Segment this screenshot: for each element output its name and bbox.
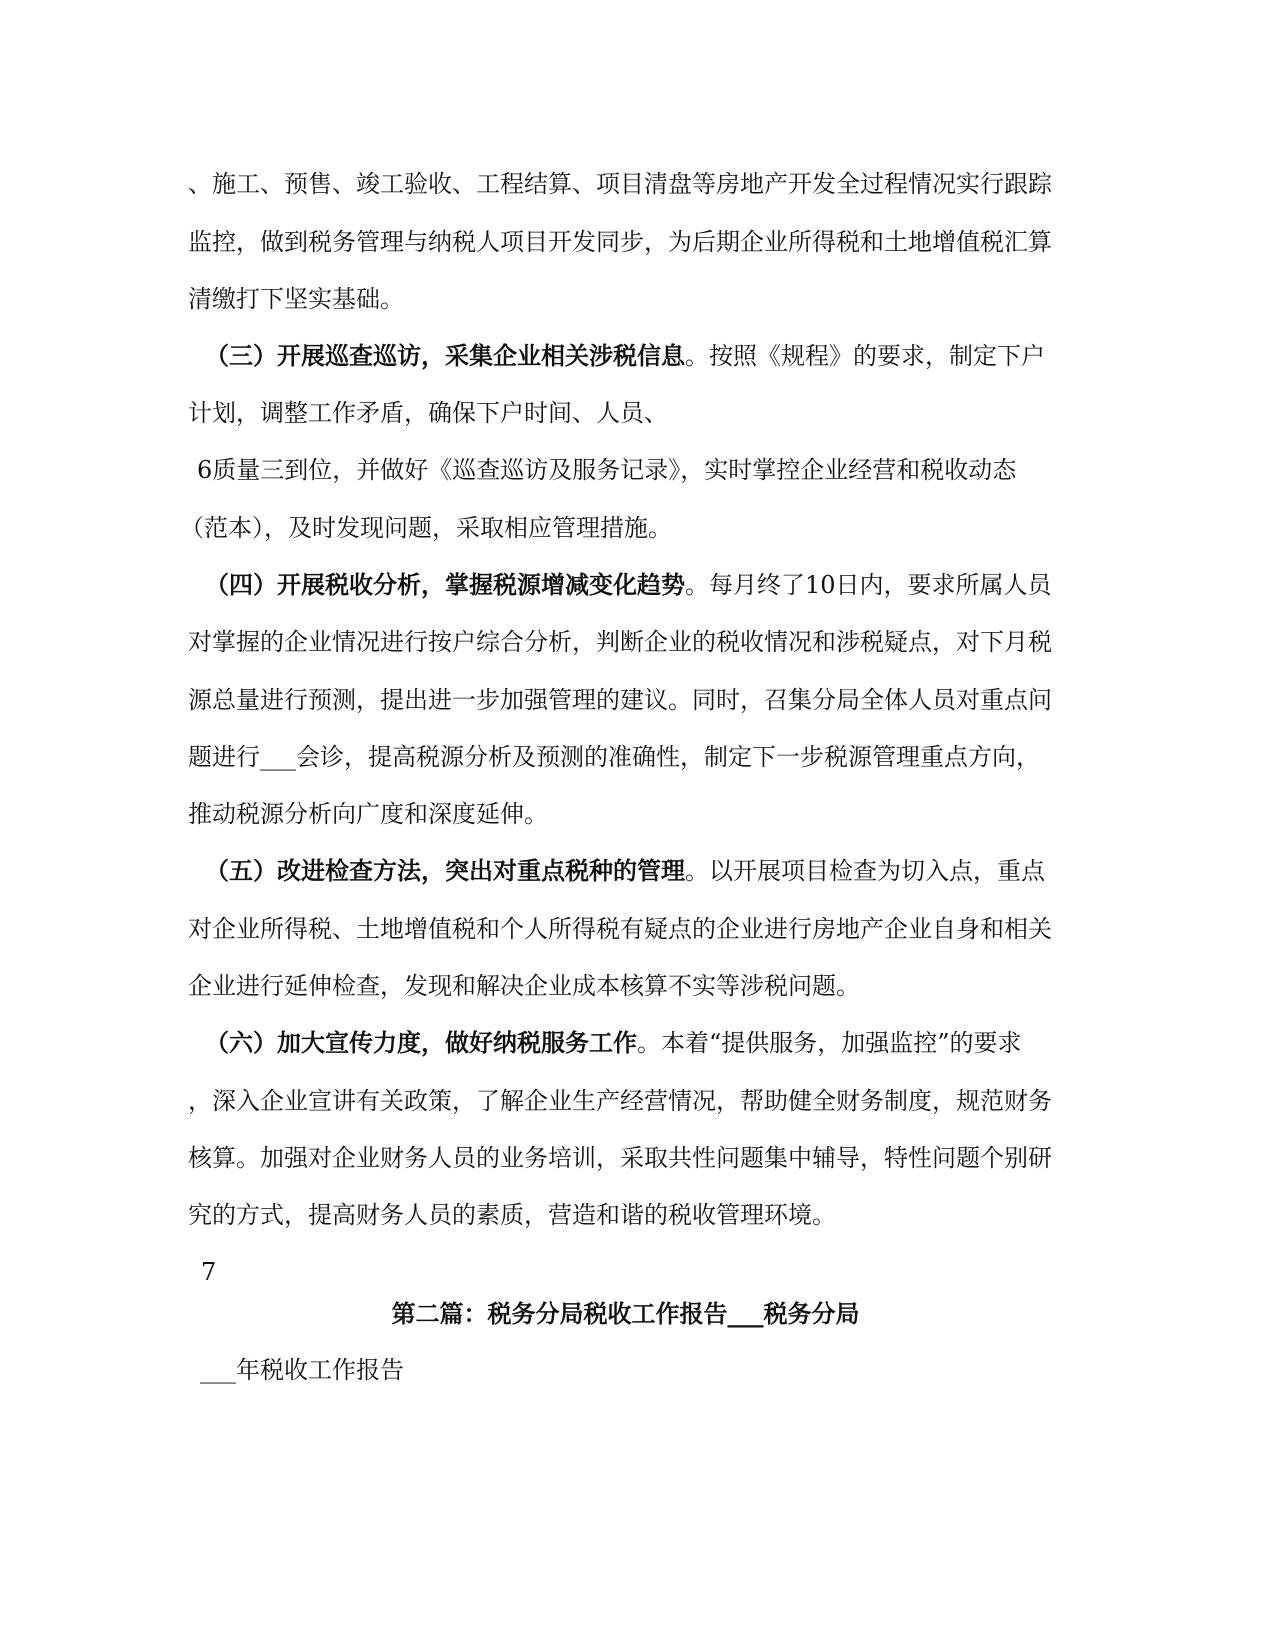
section-6-heading: （六）加大宣传力度，做好纳税服务工作 (205, 1028, 637, 1057)
paragraph-line: 对掌握的企业情况进行按户综合分析，判断企业的税收情况和涉税疑点，对下月税 (188, 628, 1052, 656)
paragraph-line: 推动税源分析向广度和深度延伸。 (188, 800, 548, 828)
chapter-subtitle: ___年税收工作报告 (200, 1356, 404, 1384)
section-6-text: 。本着“提供服务，加强监控”的要求 (637, 1029, 1022, 1057)
page-number: 7 (201, 1258, 217, 1286)
section-4-first-line (205, 569, 1105, 601)
section-3-heading: （三）开展巡查巡访，采集企业相关涉税信息 (205, 341, 685, 370)
section-4-heading: （四）开展税收分析，掌握税源增减变化趋势 (205, 570, 685, 599)
paragraph-line: ，深入企业宣讲有关政策，了解企业生产经营情况，帮助健全财务制度，规范财务 (188, 1087, 1052, 1115)
section-3-text: 。按照《规程》的要求，制定下户 (685, 342, 1045, 370)
paragraph-line: 6质量三到位，并做好《巡查巡访及服务记录》，实时掌控企业经营和税收动态 (197, 456, 1017, 484)
chapter-title: 第二篇：税务分局税收工作报告___税务分局 (391, 1299, 860, 1328)
paragraph-line: 对企业所得税、土地增值税和个人所得税有疑点的企业进行房地产企业自身和相关 (188, 915, 1052, 943)
paragraph-line: 清缴打下坚实基础。 (188, 285, 404, 313)
section-4-text: 。每月终了10日内，要求所属人员 (685, 571, 1052, 599)
section-5-first-line (205, 855, 1105, 887)
section-5-heading: （五）改进检查方法，突出对重点税种的管理 (205, 856, 685, 885)
section-3-first-line (205, 340, 1105, 372)
section-6-first-line (205, 1027, 1105, 1059)
paragraph-line: 题进行___会诊，提高税源分析及预测的准确性，制定下一步税源管理重点方向， (188, 743, 1040, 771)
paragraph-line: 究的方式，提高财务人员的素质，营造和谐的税收管理环境。 (188, 1201, 836, 1229)
paragraph-line: 监控，做到税务管理与纳税人项目开发同步，为后期企业所得税和土地增值税汇算 (188, 228, 1052, 256)
paragraph-line: 、施工、预售、竣工验收、工程结算、项目清盘等房地产开发全过程情况实行跟踪 (188, 170, 1052, 198)
paragraph-line: 源总量进行预测，提出进一步加强管理的建议。同时，召集分局全体人员对重点问 (188, 686, 1052, 714)
paragraph-line: 企业进行延伸检查，发现和解决企业成本核算不实等涉税问题。 (188, 972, 860, 1000)
paragraph-line: （范本），及时发现问题，采取相应管理措施。 (180, 514, 672, 542)
paragraph-line: 计划，调整工作矛盾，确保下户时间、人员、 (188, 399, 668, 427)
section-5-text: 。以开展项目检查为切入点，重点 (685, 857, 1045, 885)
paragraph-line: 核算。加强对企业财务人员的业务培训，采取共性问题集中辅导，特性问题个别研 (188, 1144, 1052, 1172)
